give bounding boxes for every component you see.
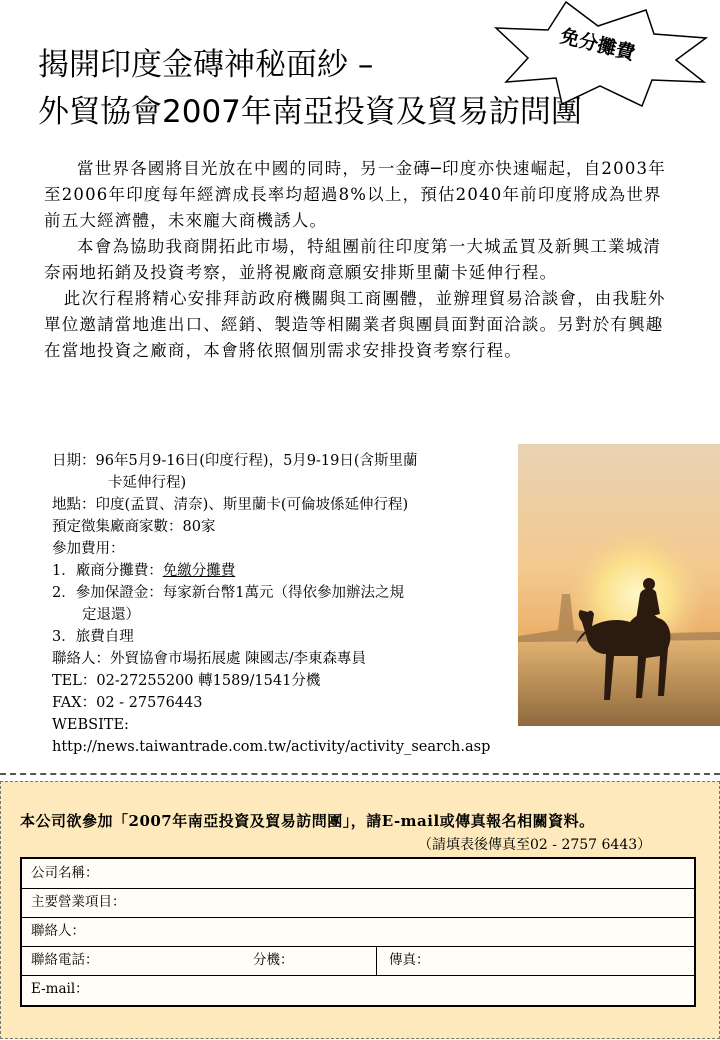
cut-line-divider xyxy=(0,773,720,775)
registration-form-table xyxy=(20,857,696,1007)
extension-label: 分機： xyxy=(253,952,294,968)
form-row-business[interactable] xyxy=(22,888,694,918)
phone-fax-divider xyxy=(376,946,377,975)
intro-paragraph-1: 當世界各國將目光放在中國的同時，另一金磚─印度亦快速崛起，自2003年至2006年印度每年經濟成長率均超過8%以上，預估2040年前印度將成為世界前五大經濟體，未來龐大商機誘人。 xyxy=(44,159,666,230)
event-details xyxy=(52,450,692,758)
form-row-phone[interactable] xyxy=(22,946,694,976)
date-line-1: 日期：96年5月9-16日(印度行程)，5月9-19日(含斯里蘭 xyxy=(52,453,418,469)
fee-item-1 xyxy=(52,560,692,582)
quota-line: 預定徵集廠商家數：80家 xyxy=(52,519,216,535)
intro-text xyxy=(44,156,666,364)
fee-item-1-label: 1．廠商分攤費： xyxy=(52,563,163,579)
contact-person-label: 聯絡人： xyxy=(31,923,85,939)
fax-line: FAX：02 - 27576443 xyxy=(52,695,203,711)
fee-item-2-line-2: 定退還） xyxy=(82,607,140,623)
intro-paragraph-3: 此次行程將精心安排拜訪政府機關與工商團體，並辦理貿易洽談會，由我駐外單位邀請當地進出口、經銷、製造等相關業者與團員面對面洽談。另對於有興趣在當地投資之廠商，本會將依照個別需求安排投資考察行程。 xyxy=(44,289,666,360)
location-line: 地點：印度(孟買、清奈)、斯里蘭卡(可倫坡係延伸行程) xyxy=(52,497,409,513)
fee-item-2-line-1: 2．參加保證金：每家新台幣1萬元（得依參加辦法之規 xyxy=(52,585,404,601)
form-title: 本公司欲參加「2007年南亞投資及貿易訪問團」，請E-mail或傳真報名相關資料。 xyxy=(20,812,595,830)
form-row-contact[interactable] xyxy=(22,917,694,947)
title-line-1: 揭開印度金磚神秘面紗 – xyxy=(38,47,374,83)
form-row-email[interactable] xyxy=(22,975,694,1004)
date-line-2: 卡延伸行程) xyxy=(108,475,187,491)
website-label: WEBSITE: xyxy=(52,717,129,733)
fee-item-1-value: 免繳分攤費 xyxy=(162,563,236,579)
free-fee-badge-label: 免分攤費 xyxy=(558,25,638,65)
fee-item-3: 3．旅費自理 xyxy=(52,629,134,645)
company-name-label: 公司名稱： xyxy=(31,865,99,881)
contact-line: 聯絡人：外貿協會市場拓展處 陳國志/李東森專員 xyxy=(52,651,366,667)
fax-label: 傳真： xyxy=(389,952,430,968)
form-fax-note: （請填表後傳真至02 - 2757 6443） xyxy=(418,837,652,853)
business-items-label: 主要營業項目： xyxy=(31,894,126,910)
title-line-2: 外貿協會2007年南亞投資及貿易訪問團 xyxy=(38,94,582,130)
tel-line: TEL：02-27255200 轉1589/1541分機 xyxy=(52,673,321,689)
fee-heading: 參加費用： xyxy=(52,541,125,557)
website-url-link[interactable]: http://news.taiwantrade.com.tw/activity/activity_search.asp xyxy=(52,739,491,755)
intro-paragraph-2: 本會為協助我商開拓此市場，特組團前往印度第一大城孟買及新興工業城清奈兩地拓銷及投資考察，並將視廠商意願安排斯里蘭卡延伸行程。 xyxy=(44,237,662,282)
email-label: E-mail： xyxy=(31,981,89,997)
phone-label: 聯絡電話： xyxy=(31,952,99,968)
form-row-company[interactable] xyxy=(22,859,694,889)
